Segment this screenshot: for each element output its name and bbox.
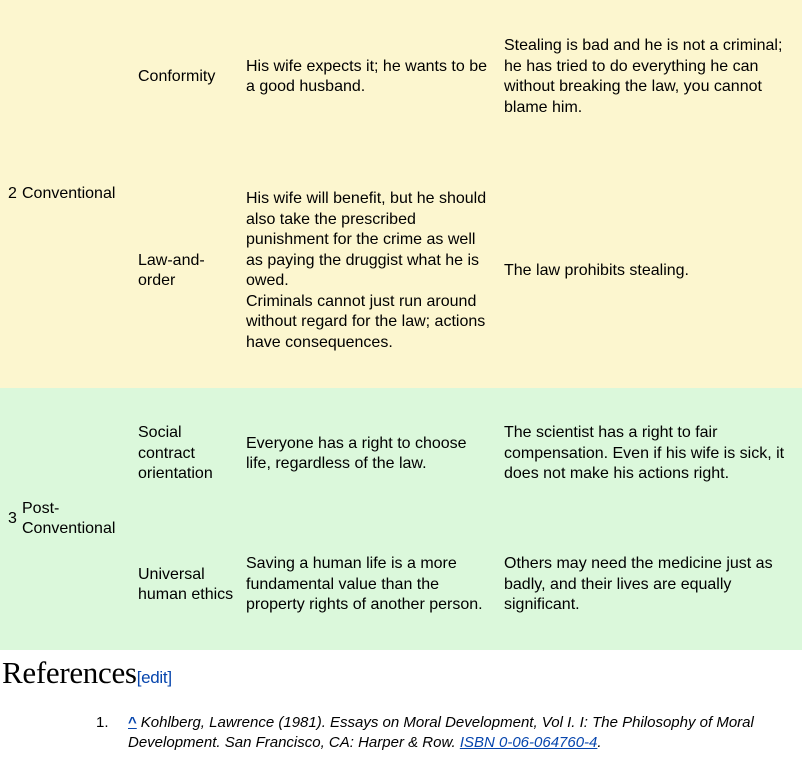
citation-end: . [597, 734, 602, 751]
edit-bracket-close: ] [167, 668, 172, 687]
substage-name: Universal human ethics [132, 520, 240, 650]
reference-number: 1. [96, 714, 109, 731]
table-cell: Everyone has a right to choose life, regardless of the law. [240, 388, 498, 520]
substage-name: Conformity [132, 0, 240, 154]
edit-link[interactable]: edit [141, 668, 168, 687]
edit-bracket-open: [ [136, 668, 142, 687]
list-item [96, 713, 786, 753]
isbn-link[interactable]: ISBN 0-06-064760-4 [459, 734, 598, 751]
reference-list [96, 713, 786, 753]
table-row [0, 0, 802, 154]
table-cell: Stealing is bad and he is not a criminal; he has tried to do everything he can without breaking the law, you cannot blame him. [498, 0, 802, 154]
references-heading [2, 654, 172, 697]
stage-number: 3 [0, 388, 16, 650]
references-title: References [2, 655, 137, 690]
table-row [0, 388, 802, 520]
stage-name: Conventional [16, 0, 132, 388]
table-cell: His wife expects it; he wants to be a good husband. [240, 0, 498, 154]
citation-text: Kohlberg, Lawrence (1981). Essays on Moral Development, Vol I. I: The Philosophy of Moral Development. San Francisco, CA: Harper & Row. [128, 714, 754, 751]
reference-citation [128, 713, 786, 753]
section-edit [137, 668, 172, 687]
table-cell: His wife will benefit, but he should also take the prescribed punishment for the crime as well as paying the druggist what he is owed. Criminals cannot just run around without regard for the law; actions have consequences. [240, 154, 498, 388]
table-cell: Others may need the medicine just as badly, and their lives are equally significant. [498, 520, 802, 650]
stage-number: 2 [0, 0, 16, 388]
stage-name: Post-Conventional [16, 388, 132, 650]
back-to-citation-link[interactable]: ^ [128, 714, 137, 731]
table-cell: The scientist has a right to fair compensation. Even if his wife is sick, it does not make his actions right. [498, 388, 802, 520]
table-cell: Saving a human life is a more fundamental value than the property rights of another person. [240, 520, 498, 650]
substage-name: Law-and-order [132, 154, 240, 388]
substage-name: Social contract orientation [132, 388, 240, 520]
table-cell: The law prohibits stealing. [498, 154, 802, 388]
